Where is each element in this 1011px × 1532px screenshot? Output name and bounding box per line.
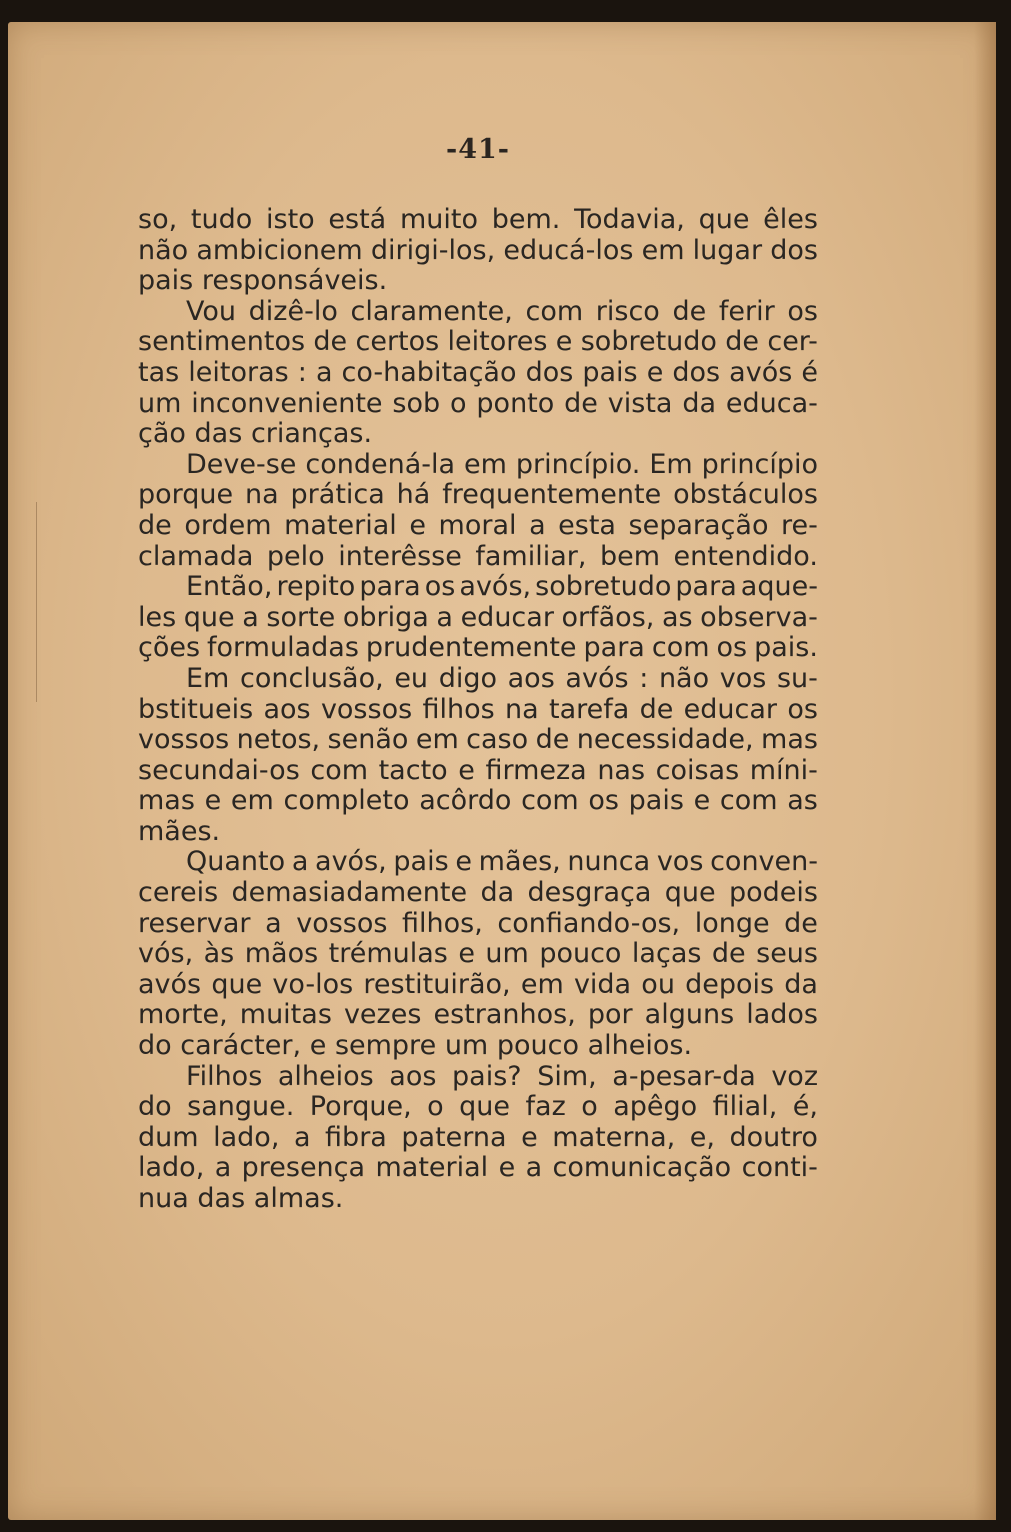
word: Todavia, [574, 204, 685, 235]
word: pelo [266, 540, 325, 572]
word: mães, [478, 846, 561, 878]
word: aque- [740, 571, 818, 603]
word: e [646, 356, 664, 388]
word: netos, [236, 724, 321, 756]
word: em [415, 724, 459, 756]
word: de [535, 724, 570, 756]
word: responsáveis. [201, 265, 388, 297]
word: os [716, 632, 748, 664]
word: filhos, [402, 907, 483, 939]
word: alheios. [587, 1030, 693, 1062]
word: interêsse [338, 540, 462, 572]
word: so, [138, 204, 178, 235]
word: presença [241, 1152, 366, 1184]
word: de [313, 326, 348, 358]
word: vezes [343, 999, 422, 1031]
word: e [458, 938, 475, 970]
word: material [375, 1152, 489, 1184]
word: e [309, 1030, 327, 1062]
word: vista [607, 387, 673, 419]
word: risco [595, 295, 660, 327]
word: materna, [552, 1121, 676, 1153]
word: Porque, [309, 1091, 412, 1123]
word: co-habitação [341, 356, 517, 388]
word: vo-los [272, 968, 354, 1000]
word: bem. [491, 204, 561, 235]
word: orfãos, [561, 601, 655, 633]
word: das [197, 1183, 246, 1214]
word: um [444, 1030, 489, 1062]
word: dirigi-los, [370, 234, 496, 266]
word: na [505, 693, 539, 725]
word: com [310, 754, 369, 786]
word: condená-la [305, 448, 456, 480]
word: clamada [138, 540, 254, 572]
word: ambicionem [196, 234, 363, 266]
word: um [138, 387, 182, 419]
word: ou [641, 968, 675, 1000]
word: de [711, 938, 746, 970]
text-line [138, 511, 818, 542]
word: de [725, 326, 760, 358]
word: que [459, 1091, 511, 1123]
word: a [436, 601, 453, 633]
word: confiando-os, [497, 907, 681, 939]
word: pais. [754, 632, 818, 664]
word: nunca [567, 846, 651, 878]
word: ordem [184, 509, 272, 541]
word: obriga [342, 601, 429, 633]
word: o [581, 1091, 598, 1123]
word: educa- [725, 387, 818, 419]
text-line [138, 1000, 818, 1031]
word: da [682, 387, 717, 419]
word: vossos [296, 907, 388, 939]
text-line [138, 756, 818, 787]
word: apêgo [613, 1091, 698, 1123]
word: certos [355, 326, 440, 358]
word: a [529, 509, 546, 541]
word: míni- [749, 754, 818, 786]
word: está [328, 204, 387, 235]
word: pais [393, 846, 449, 878]
word: longe [694, 907, 770, 939]
word: tacto [378, 754, 448, 786]
word: e [458, 754, 475, 786]
word: as [661, 601, 693, 633]
word: secundai-os [138, 754, 300, 786]
text-line [138, 205, 818, 236]
word: dos [672, 356, 721, 388]
word: avós [138, 968, 202, 1000]
word: Vou [186, 295, 237, 327]
word: ponto [476, 387, 555, 419]
word: princípio [701, 448, 818, 480]
text-line [138, 572, 818, 603]
word: de [784, 907, 818, 939]
word: aos [507, 662, 555, 694]
text-line [138, 542, 818, 573]
word: observa- [700, 601, 818, 633]
word: princípio. [515, 448, 641, 480]
word: Em [649, 448, 693, 480]
word: firmeza [485, 754, 587, 786]
text-line [138, 480, 818, 511]
word: obstáculos [673, 479, 818, 511]
word: doutro [729, 1121, 818, 1153]
word: demasiadamente [231, 877, 468, 909]
word: leitoras [188, 356, 289, 388]
word: vossos [320, 693, 413, 725]
word: mães. [138, 815, 221, 847]
word: lado, [213, 1121, 280, 1153]
word: a [291, 846, 309, 878]
word: faz [525, 1091, 566, 1123]
text-line [138, 1184, 818, 1215]
word: les [138, 601, 177, 633]
word: aos [389, 1060, 437, 1092]
word: que [664, 877, 716, 909]
word: necessidade, [576, 724, 754, 756]
text-line [138, 725, 818, 756]
word: do [138, 1030, 172, 1062]
word: os [787, 295, 818, 327]
word: da [480, 877, 515, 909]
word: de [564, 387, 598, 419]
word: digo [438, 662, 497, 694]
word: a [315, 356, 333, 388]
word: senão [327, 724, 409, 756]
text-line [138, 450, 818, 481]
word: há [396, 479, 431, 511]
word: muitas [239, 999, 332, 1031]
word: de [639, 693, 674, 725]
word: e [204, 785, 222, 817]
word: para [359, 571, 421, 603]
word: re- [781, 509, 818, 541]
word: pouco [539, 938, 622, 970]
word: a [525, 1152, 543, 1184]
word: avós, [315, 846, 387, 878]
word: carácter, [180, 1030, 302, 1062]
word: Em [186, 662, 230, 694]
word: sobretudo [580, 326, 717, 358]
word: vossos [138, 724, 230, 756]
word: dos [770, 234, 818, 266]
word: podeis [728, 877, 818, 909]
word: formuladas [207, 632, 359, 664]
body-text [138, 205, 818, 1215]
word: comunicação [552, 1152, 732, 1184]
word: com [651, 632, 710, 664]
word: que [183, 601, 235, 633]
text-line [138, 236, 818, 267]
word: alguns [644, 999, 735, 1031]
word: educar [460, 601, 554, 633]
word: e [409, 509, 426, 541]
word: porque [138, 479, 234, 511]
word: e [455, 846, 472, 878]
word: é [801, 356, 818, 388]
word: não [138, 234, 189, 266]
word: os [787, 693, 818, 725]
word: a [293, 1121, 311, 1153]
text-line [138, 939, 818, 970]
text-line [138, 664, 818, 695]
word: educar [683, 693, 778, 725]
word: avós [729, 356, 793, 388]
word: por [587, 999, 633, 1031]
word: pais [582, 356, 638, 388]
word: em [641, 234, 685, 266]
text-line [138, 358, 818, 389]
word: mas [761, 724, 818, 756]
text-line [138, 1092, 818, 1123]
word: reservar [138, 907, 251, 939]
word: não [658, 662, 710, 694]
word: as [787, 785, 818, 817]
word: esta [558, 509, 616, 541]
word: sangue. [187, 1091, 295, 1123]
word: morte, [138, 999, 228, 1031]
binding-mark [36, 502, 45, 702]
word: lados [746, 999, 818, 1031]
word: dum [138, 1121, 199, 1153]
word: trémulas [328, 938, 448, 970]
word: claramente, [350, 295, 513, 327]
text-line [138, 847, 818, 878]
word: vos [719, 662, 767, 694]
word: ções [138, 632, 201, 664]
word: sempre [334, 1030, 437, 1062]
word: bstitueis [138, 693, 254, 725]
word: em [230, 785, 274, 817]
text-line [138, 389, 818, 420]
text-line [138, 1123, 818, 1154]
word: aos [263, 693, 311, 725]
word: inconveniente [191, 387, 383, 419]
text-line [138, 970, 818, 1001]
word: estranhos, [433, 999, 576, 1031]
word: almas. [253, 1183, 344, 1214]
word: vida [573, 968, 632, 1000]
word: da [784, 968, 818, 1000]
word: voz [771, 1060, 818, 1092]
text-line [138, 1062, 818, 1093]
word: su- [776, 662, 818, 694]
word: vos [656, 846, 704, 878]
word: prática [290, 479, 385, 511]
word: os [588, 785, 619, 817]
word: pais? [452, 1060, 522, 1092]
word: que [211, 968, 263, 1000]
word: vós, [138, 938, 194, 970]
word: frequentemente [442, 479, 662, 511]
word: a [214, 1152, 232, 1184]
word: a [242, 601, 259, 633]
word: Então, [186, 571, 273, 603]
word: dos [525, 356, 574, 388]
word: Quanto [186, 846, 286, 878]
word: restituirão, [363, 968, 511, 1000]
page-number: -41- [446, 134, 510, 165]
word: avós [565, 662, 629, 694]
word: avós, [459, 571, 532, 603]
word: com [719, 785, 778, 817]
text-line [138, 878, 818, 909]
word: em [520, 968, 564, 1000]
word: entendido. [673, 540, 818, 572]
word: isto [266, 204, 315, 235]
word: acôrdo [419, 785, 512, 817]
word: repito [276, 571, 356, 603]
text-line [138, 1153, 818, 1184]
text-line [138, 909, 818, 940]
word: do [138, 1091, 172, 1123]
text-line [138, 1031, 818, 1062]
word: crianças. [250, 418, 373, 450]
word: prudentemente [365, 632, 577, 664]
word: um [485, 938, 529, 970]
word: cer- [767, 326, 818, 358]
text-line [138, 817, 818, 848]
word: sorte [266, 601, 336, 633]
word: sentimentos [138, 326, 306, 358]
word: fibra [325, 1121, 387, 1153]
word: familiar, [475, 540, 587, 572]
word: e [693, 785, 711, 817]
text-line [138, 786, 818, 817]
word: filhos [422, 693, 495, 725]
word: nas [597, 754, 646, 786]
word: tarefa [548, 693, 630, 725]
word: material [284, 509, 397, 541]
word: leitores [447, 326, 548, 358]
text-line [138, 633, 818, 664]
word: dizê-lo [248, 295, 338, 327]
text-line [138, 266, 818, 297]
word: filial, [712, 1091, 778, 1123]
word: de [138, 509, 172, 541]
text-line [138, 327, 818, 358]
word: pais [138, 265, 194, 297]
word: tudo [190, 204, 253, 235]
word: às [203, 938, 235, 970]
book-page [8, 22, 996, 1520]
word: em [464, 448, 507, 480]
word: nua [138, 1183, 189, 1214]
word: conven- [710, 846, 818, 878]
word: cereis [138, 877, 219, 909]
word: Filhos [186, 1060, 263, 1092]
word: conclusão, [240, 662, 384, 694]
text-line [138, 419, 818, 450]
word: separação [628, 509, 769, 541]
word: conti- [741, 1152, 818, 1184]
word: : [297, 356, 307, 388]
word: e, [689, 1121, 715, 1153]
word: paterna [401, 1121, 507, 1153]
word: a [265, 907, 282, 939]
word: Deve-se [186, 448, 297, 480]
word: coisas [655, 754, 740, 786]
text-line [138, 297, 818, 328]
word: e [521, 1121, 538, 1153]
word: ção [138, 418, 186, 450]
word: mãos [244, 938, 319, 970]
word: que [698, 204, 750, 235]
word: moral [438, 509, 517, 541]
word: educá-los [503, 234, 634, 266]
word: pouco [496, 1030, 579, 1062]
word: ferir [718, 295, 775, 327]
text-line [138, 603, 818, 634]
word: das [194, 418, 243, 450]
word: Sim, [537, 1060, 597, 1092]
text-line [138, 695, 818, 726]
word: lado, [138, 1152, 205, 1184]
word: bem [599, 540, 660, 572]
word: eu [394, 662, 429, 694]
word: de [672, 295, 707, 327]
word: para [675, 571, 737, 603]
word: caso [466, 724, 529, 756]
word: pais [628, 785, 684, 817]
word: sobretudo [535, 571, 672, 603]
word: êles [763, 204, 818, 235]
word: tas [138, 356, 180, 388]
word: alheios [277, 1060, 374, 1092]
word: e [555, 326, 573, 358]
word: muito [399, 204, 478, 235]
word: para [583, 632, 645, 664]
word: sob [392, 387, 441, 419]
word: mas [138, 785, 195, 817]
word: o [427, 1091, 444, 1123]
word: é, [792, 1091, 818, 1123]
word: com [521, 785, 579, 817]
word: depois [685, 968, 775, 1000]
word: a-pesar-da [612, 1060, 756, 1092]
word: na [245, 479, 279, 511]
word: : [639, 662, 649, 694]
word: seus [756, 938, 818, 970]
word: desgraça [527, 877, 652, 909]
word: lugar [692, 234, 763, 266]
word: laças [631, 938, 702, 970]
word: com [525, 295, 584, 327]
word: os [424, 571, 456, 603]
word: e [498, 1152, 516, 1184]
word: o [450, 387, 467, 419]
page-edge-shadow [974, 22, 996, 1520]
word: completo [283, 785, 410, 817]
